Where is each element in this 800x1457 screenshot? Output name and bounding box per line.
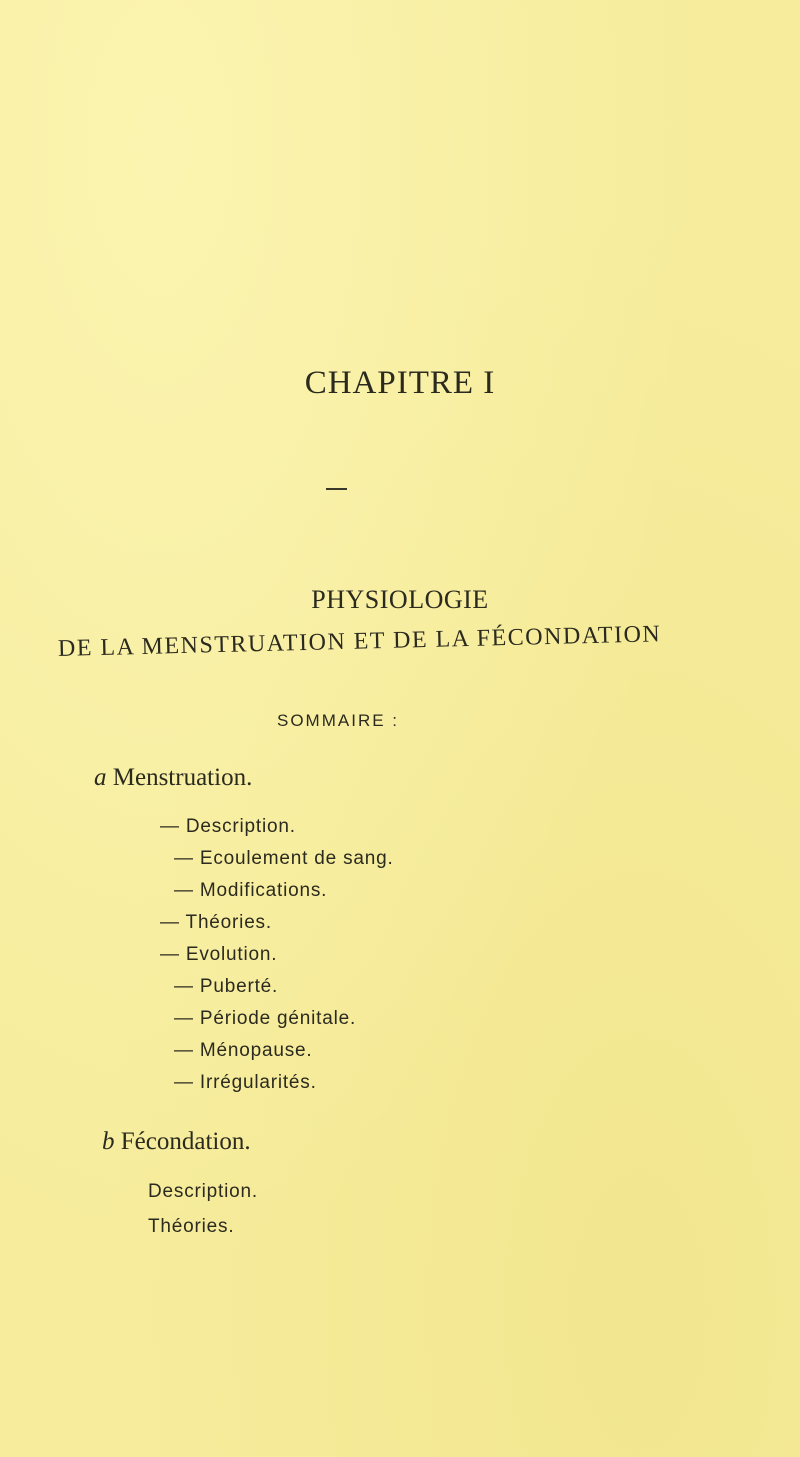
toc-item: Théories. bbox=[148, 1216, 235, 1237]
section-b-title: Fécondation. bbox=[120, 1128, 251, 1155]
toc-item: — Ménopause. bbox=[174, 1040, 313, 1061]
chapter-title: CHAPITRE I bbox=[304, 365, 496, 401]
section-b-heading bbox=[102, 1128, 251, 1156]
section-a-heading bbox=[94, 764, 252, 792]
title-subtitle: DE LA MENSTRUATION ET DE LA FÉCONDATION bbox=[57, 621, 662, 662]
toc-item: — Théories. bbox=[160, 912, 272, 933]
toc-item: — Evolution. bbox=[160, 944, 278, 965]
sommaire-label: SOMMAIRE : bbox=[277, 711, 400, 730]
toc-item: — Période génitale. bbox=[174, 1008, 357, 1029]
toc-item: — Puberté. bbox=[174, 976, 279, 997]
section-a-letter: a bbox=[94, 764, 107, 791]
section-b-letter: b bbox=[102, 1128, 115, 1155]
separator-dash bbox=[326, 488, 347, 490]
toc-item: — Ecoulement de sang. bbox=[174, 848, 394, 869]
toc-item: — Irrégularités. bbox=[174, 1072, 317, 1093]
toc-item: — Modifications. bbox=[174, 880, 328, 901]
title-physiologie: PHYSIOLOGIE bbox=[311, 585, 489, 614]
section-a-title: Menstruation. bbox=[112, 764, 253, 791]
toc-item: Description. bbox=[148, 1181, 258, 1202]
toc-item: — Description. bbox=[160, 816, 296, 837]
